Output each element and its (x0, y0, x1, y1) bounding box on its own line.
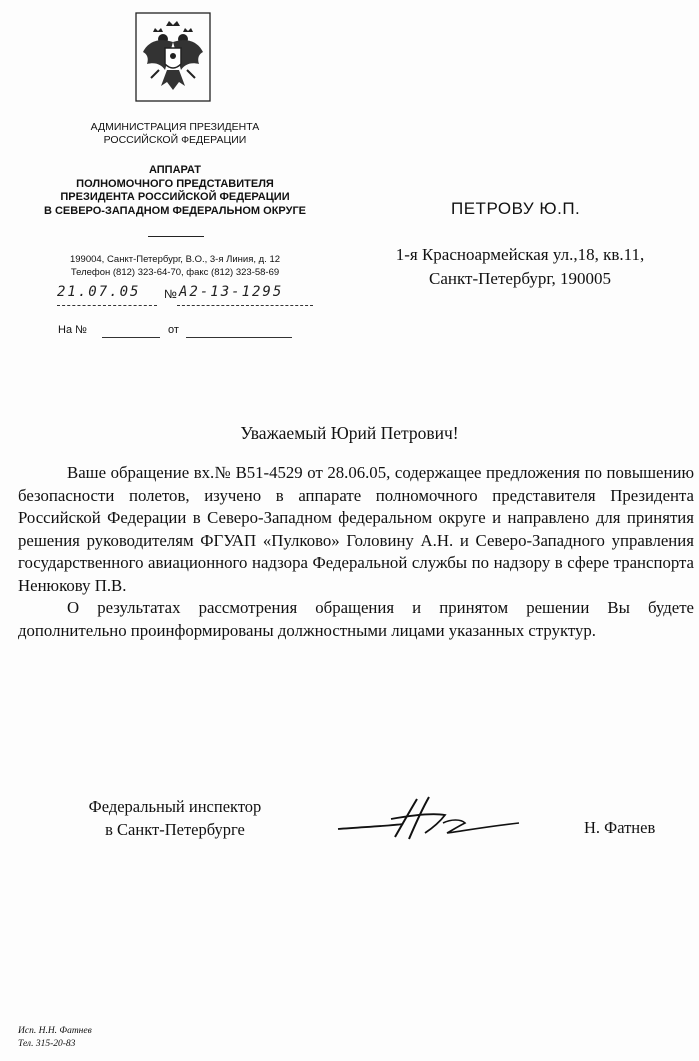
letter-paragraph: О результатах рассмотрения обращения и принятом решении Вы будете дополнительно проинформированы должностными лицами указанных структур. (18, 598, 694, 640)
address-line: 199004, Санкт-Петербург, В.О., 3-я Линия, д. 12 (69, 254, 281, 265)
address-line: Телефон (812) 323-64-70, факс (812) 323-58-69 (70, 267, 280, 278)
admin-line: РОССИЙСКОЙ ФЕДЕРАЦИИ (103, 134, 247, 146)
recipient-name: ПЕТРОВУ Ю.П. (451, 199, 581, 218)
apparat-line: ПРЕЗИДЕНТА РОССИЙСКОЙ ФЕДЕРАЦИИ (60, 191, 290, 203)
reg-number-underline (177, 305, 313, 306)
salutation: Уважаемый Юрий Петрович! (240, 423, 459, 443)
recipient-address (360, 243, 680, 291)
letter-body (18, 462, 694, 642)
admin-heading (40, 121, 310, 147)
executor-name: Исп. Н.Н. Фатнев (18, 1026, 92, 1036)
registration-line (57, 284, 317, 310)
ref-label: На № (58, 324, 87, 336)
admin-line: АДМИНИСТРАЦИЯ ПРЕЗИДЕНТА (90, 121, 260, 133)
sender-address (40, 253, 310, 279)
ref-from-label: от (168, 324, 179, 336)
apparat-line: АППАРАТ (148, 164, 202, 176)
reg-date-underline (57, 305, 157, 306)
letter-paragraph: Ваше обращение вх.№ В51-4529 от 28.06.05, содержащее предложения по повышению безопасности полетов, изучено в аппарате полномочного представителя Президента Российской Федерации в Северо-Западном федеральном округе и направлено для принятия решения руководителям ФГУАП «Пулково» Головину А.Н. и Северо-Западного управления государственного авиационного надзора Федеральной службы по надзору в сфере транспорта Ненюкову П.В. (18, 463, 694, 595)
apparat-heading (40, 164, 310, 218)
reg-number-label: № (164, 287, 177, 301)
ref-number-blank (102, 337, 160, 338)
ref-date-blank (186, 337, 292, 338)
reg-number: А2-13-1295 (179, 284, 284, 300)
apparat-line: В СЕВЕРО-ЗАПАДНОМ ФЕДЕРАЛЬНОМ ОКРУГЕ (43, 204, 307, 217)
recipient-address-line: Санкт-Петербург, 190005 (429, 269, 611, 288)
signatory-title (60, 795, 290, 841)
apparat-line: ПОЛНОМОЧНОГО ПРЕДСТАВИТЕЛЯ (76, 177, 274, 190)
russian-coat-of-arms-icon (135, 12, 211, 102)
reg-date: 21.07.05 (57, 284, 141, 300)
header-divider (148, 236, 204, 237)
signatory-title-line: Федеральный инспектор (88, 797, 262, 816)
executor-phone: Тел. 315-20-83 (18, 1039, 76, 1049)
signatory-title-line: в Санкт-Петербурге (105, 820, 245, 839)
reference-line (58, 324, 308, 342)
executor-info (18, 1025, 92, 1051)
handwritten-signature (333, 793, 523, 845)
recipient-address-line: 1-я Красноармейская ул.,18, кв.11, (395, 245, 645, 264)
signatory-name: Н. Фатнев (584, 818, 656, 837)
